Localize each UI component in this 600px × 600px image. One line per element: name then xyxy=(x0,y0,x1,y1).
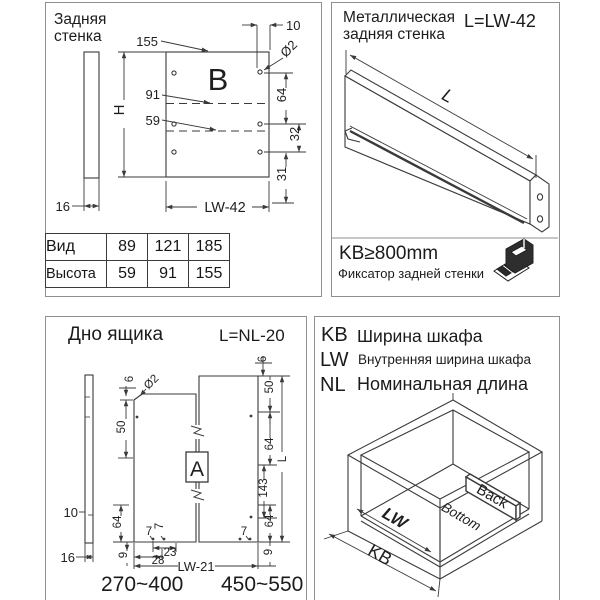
dim-lw42: LW-42 xyxy=(204,200,246,216)
dim-64: 64 xyxy=(274,87,289,103)
dim-left-9: 9 xyxy=(118,551,130,559)
dim-bot-28: 28 xyxy=(151,555,165,567)
table-cell: 59 xyxy=(107,261,148,288)
drawer-bottom-title: Дно ящика xyxy=(68,324,164,345)
legend-abbr-kb: KB xyxy=(321,324,348,346)
fixator-caption: Фиксатор задней стенки xyxy=(338,266,485,281)
dim-side-10: 10 xyxy=(63,505,78,520)
dim-left-50: 50 xyxy=(116,420,128,434)
dim-right-64b: 64 xyxy=(264,514,276,528)
drawer-bottom-drawing xyxy=(61,356,290,574)
legend-abbr-lw: LW xyxy=(320,349,349,371)
dim-H: H xyxy=(111,104,128,116)
dim-bot-7b: 7 xyxy=(154,522,166,530)
range-right: 450~550 xyxy=(221,573,304,596)
dim-right-L: L xyxy=(277,455,289,463)
label-A: A xyxy=(189,458,205,481)
end-cap xyxy=(530,175,549,232)
legend-desc-lw: Внутренняя ширина шкафа xyxy=(358,352,531,367)
table-cell: 155 xyxy=(189,261,230,288)
kb-note: KB≥800mm xyxy=(339,243,439,264)
dim-bot-23: 23 xyxy=(163,547,177,559)
dim-dia2-bottom: Ø2 xyxy=(142,372,162,392)
legend-abbr-nl: NL xyxy=(320,374,346,396)
metal-back-title-line1: Металлическая xyxy=(343,9,456,26)
table-cell: 185 xyxy=(189,234,230,261)
dim-16: 16 xyxy=(55,199,70,214)
cabinet-iso-labels xyxy=(365,481,512,570)
dim-lw21: LW-21 xyxy=(177,559,215,574)
iso-label-bottom: Bottom xyxy=(438,499,484,534)
dim-left-64: 64 xyxy=(112,515,124,529)
dim-31: 31 xyxy=(274,166,289,182)
dim-32: 32 xyxy=(287,126,302,142)
range-left: 270~400 xyxy=(101,573,184,596)
dim-L: L xyxy=(438,84,458,107)
back-wall-side-view xyxy=(84,52,99,178)
dim-right-64a: 64 xyxy=(264,437,276,451)
dim-dia2: Ø2 xyxy=(277,37,301,61)
dim-155: 155 xyxy=(136,34,158,49)
back-wall-fixator-icon xyxy=(494,239,533,281)
back-wall-title-line2: стенка xyxy=(54,28,102,46)
table-cell: 121 xyxy=(148,234,189,261)
dim-right-143: 143 xyxy=(258,478,270,498)
dim-right-7: 7 xyxy=(240,526,248,538)
dim-bot-7a: 7 xyxy=(145,526,153,538)
metal-back-formula: L=LW-42 xyxy=(464,11,536,31)
drawer-bottom-formula: L=NL-20 xyxy=(219,326,285,345)
dim-91: 91 xyxy=(145,87,160,102)
legend-desc-nl: Номинальная длина xyxy=(357,374,528,394)
dim-59: 59 xyxy=(145,113,160,128)
table-row-label: Вид xyxy=(46,234,107,261)
dim-10: 10 xyxy=(286,18,301,33)
back-wall-drawing xyxy=(56,18,306,216)
label-B: B xyxy=(207,62,229,97)
metal-back-title-line2: задняя стенка xyxy=(343,26,446,44)
table-cell: 89 xyxy=(107,234,148,261)
table-row-label: Высота xyxy=(46,261,107,288)
iso-label-lw: LW xyxy=(378,503,411,533)
iso-label-back: Back xyxy=(473,480,511,513)
back-wall-title-line1: Задняя xyxy=(54,11,107,28)
metal-back-drawing xyxy=(331,50,558,238)
cabinet-iso-drawing xyxy=(324,393,542,597)
table-cell: 91 xyxy=(148,261,189,288)
dim-left-6: 6 xyxy=(124,375,136,383)
iso-label-kb: KB xyxy=(364,540,396,570)
dim-right-50: 50 xyxy=(264,380,276,394)
dim-right-9: 9 xyxy=(263,548,275,556)
back-wall-dimension-labels xyxy=(56,18,302,216)
drawer-bottom-side-view xyxy=(85,375,93,543)
dim-right-6: 6 xyxy=(257,355,269,363)
legend-desc-kb: Ширина шкафа xyxy=(357,326,483,346)
dim-side-16: 16 xyxy=(60,550,75,565)
